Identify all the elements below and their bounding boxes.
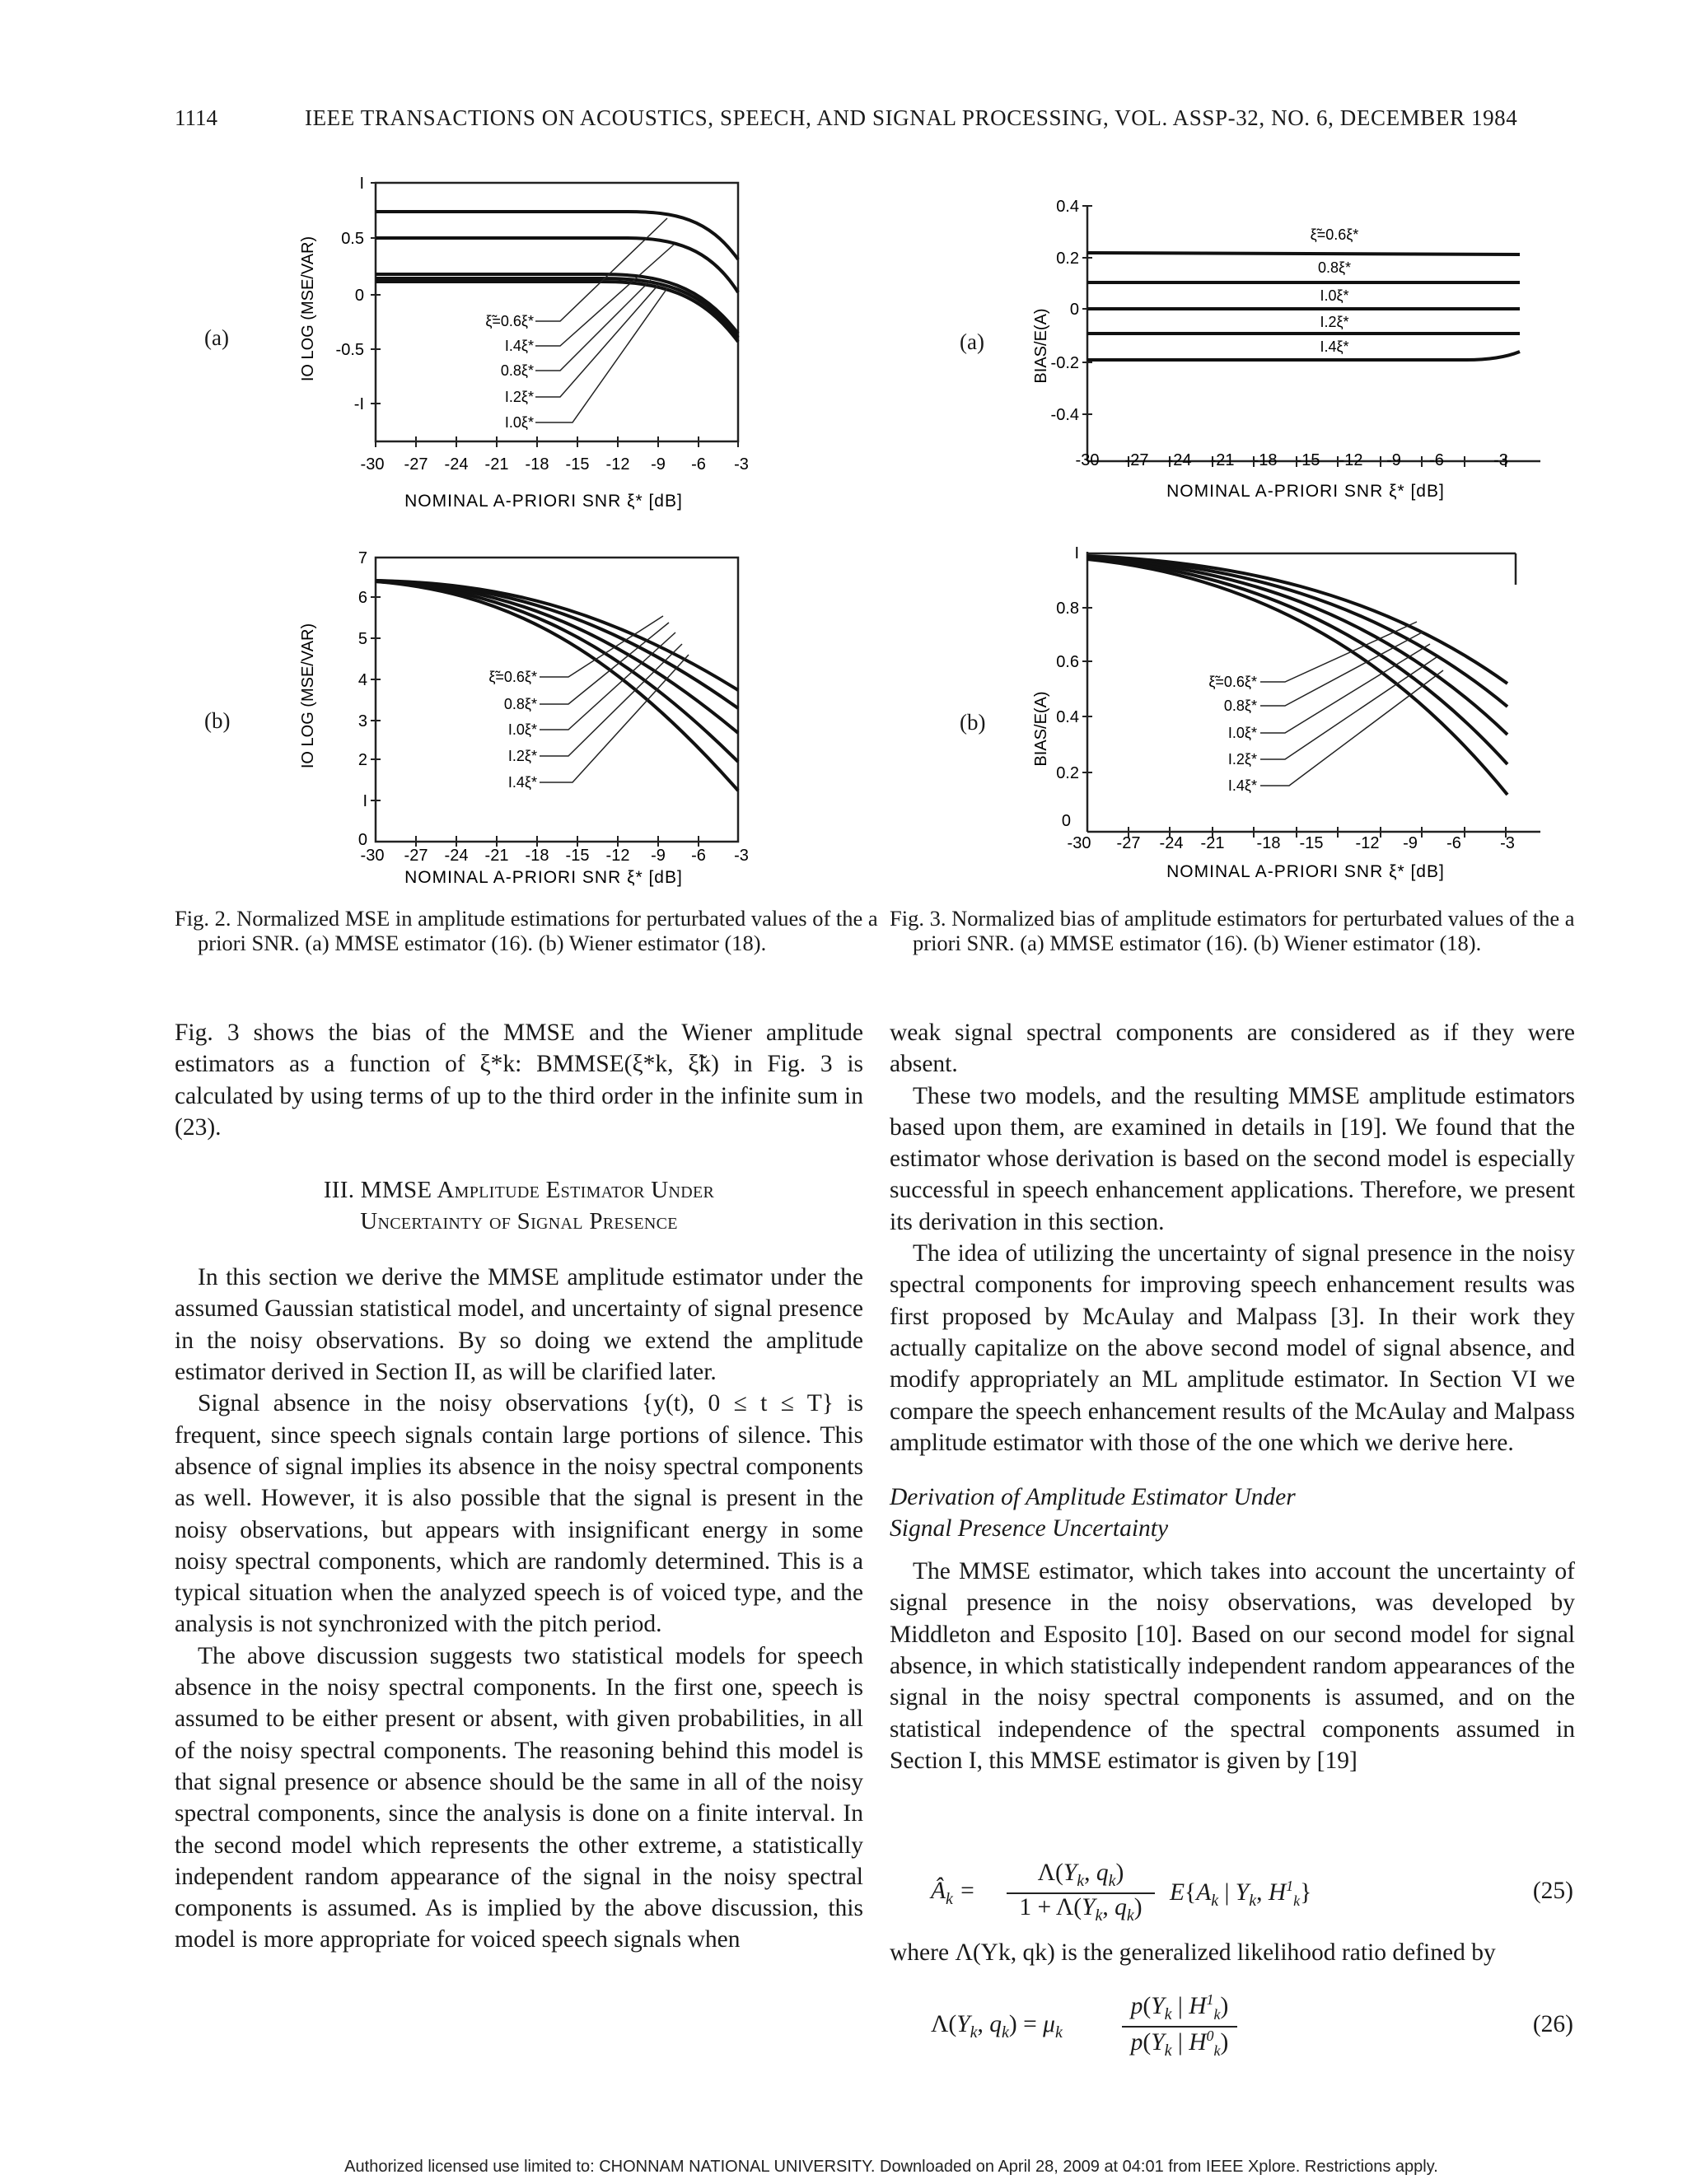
fig2a-ytick-0.5: 0.5 [341, 230, 364, 248]
fig2b-ytick: 0 [357, 831, 367, 849]
fig3-caption [890, 906, 1575, 955]
eq26-number: (26) [1532, 2011, 1573, 2037]
fig3a-xtick: -3 [1493, 451, 1508, 469]
fig2a-ytick-0: 0 [354, 287, 364, 305]
fig2b-legend: ξ̃=0.6ξ* [488, 669, 537, 685]
fig2b-xtick: -27 [404, 847, 428, 865]
fig3b-legend: I.4ξ* [1227, 777, 1257, 794]
fig2b-ytick: 4 [357, 671, 367, 689]
fig3-caption-text: Fig. 3. Normalized bias of amplitude estimators for perturbated values of the a priori SNR. (a) MMSE estimator (16). (b) Wiener estimator (18). [890, 906, 1575, 955]
fig3b-xtick: -30 [1067, 834, 1091, 852]
fig2a-xlabel: NOMINAL A-PRIORI SNR ξ* [dB] [404, 492, 683, 511]
fig2a-xtick: -15 [565, 455, 590, 474]
fig2a-legend: I.4ξ* [504, 338, 534, 354]
fig3a-xtick: -12 [1339, 451, 1363, 469]
fig3a-xtick: -15 [1296, 451, 1320, 469]
fig3a-ytick: -0.4 [1050, 406, 1079, 424]
fig3a-ytick: 0 [1069, 301, 1079, 319]
right-p3: The idea of utilizing the uncertainty of signal presence in the noisy spectral components for improving speech enhancement results was first proposed by McAulay and Malpass [3]. In their work they actually capitalize on the above second model of signal absence, and modify appropriately an ML amplitude estimator. In Section VI we compare the speech enhancement results of the McAulay and Malpass amplitude estimator with those of the one which we derive here. [890, 1240, 1575, 1456]
left-p4: The above discussion suggests two statistical models for speech absence in the noisy spectral components. In the first one, speech is assumed to be either present or absent, with given probabilities, in all of the noisy spectral components. The reasoning behind this model is that signal presence or absence should be the same in all of the noisy spectral components, since the analysis is done on a finite interval. In the second model which represents the other extreme, a statistically independent random appearance of the signal in the noisy spectral components is assumed. As is implied by the above discussion, this model is more appropriate for voiced speech signals when [175, 1642, 863, 1953]
fig2b-ytick: 7 [357, 549, 367, 567]
fig2b-ytick: I [362, 792, 367, 810]
fig3a-ytick: 0.2 [1056, 250, 1079, 268]
fig2a-legend: I.2ξ* [504, 389, 534, 405]
right-p2: These two models, and the resulting MMSE amplitude estimators based upon them, are examined in details in [19]. We found that the estimator whose derivation is based on the second model is especially successful in speech enhancement applications. Therefore, we present its derivation in this section. [890, 1082, 1575, 1235]
fig2b-legend: I.4ξ* [507, 774, 537, 791]
fig2a-xtick: -3 [734, 455, 749, 474]
fig3a-legend: I.0ξ* [1320, 287, 1349, 304]
license-footer: Authorized licensed use limited to: CHONNAM NATIONAL UNIVERSITY. Downloaded on April 28, 2009 at 04:01 from IEEE Xplore. Restrictions apply. [344, 2158, 1438, 2176]
fig3b-ytick: 0.4 [1056, 708, 1079, 726]
fig3b-ytick: 0.2 [1056, 764, 1079, 782]
fig2b-xtick: -24 [444, 847, 469, 865]
fig3a-ytick: -0.2 [1050, 354, 1079, 372]
subsection-title [890, 1482, 1575, 1544]
fig3a-xtick: -24 [1167, 451, 1192, 469]
fig3a-xlabel: NOMINAL A-PRIORI SNR ξ* [dB] [1166, 482, 1445, 501]
fig2b-ytick: 6 [357, 589, 367, 607]
fig2a-xtick: -27 [404, 455, 428, 474]
fig2a-curve-1.4 [376, 238, 738, 292]
fig3b-ytick: 0 [1061, 812, 1071, 830]
right-p5-block [890, 1937, 1575, 1968]
fig3b-xtick: -15 [1299, 834, 1324, 852]
fig2b-legend: I.0ξ* [507, 721, 537, 738]
fig2a-ytick--1: -I [353, 395, 364, 413]
fig2b-legend: I.2ξ* [507, 748, 537, 764]
fig2b-xtick: -6 [691, 847, 706, 865]
fig2a-ytick-1: I [359, 175, 364, 193]
fig3b-xtick: -3 [1500, 834, 1515, 852]
fig2a-xtick: -12 [605, 455, 630, 474]
fig3a-xtick: -21 [1210, 451, 1235, 469]
fig2a-ylabel: IO LOG (MSE/VAR) [299, 236, 317, 382]
fig2a-xtick: -6 [691, 455, 706, 474]
section-title-line1: III. MMSE Amplitude Estimator Under [323, 1177, 715, 1204]
fig3b-legend: I.2ξ* [1227, 751, 1257, 768]
fig3a-ylabel: BIAS/E(A) [1032, 308, 1050, 384]
subsection-title-line2: Signal Presence Uncertainty [890, 1515, 1169, 1542]
journal-header: IEEE TRANSACTIONS ON ACOUSTICS, SPEECH, AND SIGNAL PROCESSING, VOL. ASSP-32, NO. 6, DECEMBER 1984 [305, 105, 1518, 130]
fig2b-panel-label: (b) [204, 708, 231, 733]
right-p5: where Λ(Yk, qk) is the generalized likelihood ratio defined by [890, 1939, 1496, 1966]
fig2-caption-text: Fig. 2. Normalized MSE in amplitude estimations for perturbated values of the a priori SNR. (a) MMSE estimator (16). (b) Wiener estimator (18). [175, 906, 878, 955]
left-column [175, 1017, 863, 1956]
fig3a-plot [1021, 185, 1549, 523]
fig2b-xtick: -15 [565, 847, 590, 865]
fig3a-curve-1.4 [1087, 352, 1520, 360]
left-p3: Signal absence in the noisy observations {y(t), 0 ≤ t ≤ T} is frequent, since speech signals contain large portions of silence. This absence of signal implies its absence in the noisy spectral components as well. However, it is also possible that the signal is present in the noisy observations, but appears with insignificant energy in some noisy spectral components, which are randomly determined. This is a typical situation when the analyzed speech is of voiced type, and the analysis is not synchronized with the pitch period. [175, 1390, 863, 1638]
fig3a-xtick: -9 [1386, 451, 1401, 469]
fig2b-ytick: 3 [357, 712, 367, 730]
fig3b-xtick: -18 [1256, 834, 1281, 852]
fig2b-xtick: -3 [734, 847, 749, 865]
fig3a-curve-0.6 [1087, 253, 1520, 254]
fig3b-xtick: -24 [1159, 834, 1184, 852]
equation-26: $\Lambda(Y_k$, $q_k) = \mu_k$ $p(Y_k$ | $H^1_k$) $p(Y_k$ | $H^0_k$) (26) [931, 1991, 1573, 2060]
fig3b-curve-1.4 [1087, 559, 1507, 795]
left-p2: In this section we derive the MMSE amplitude estimator under the assumed Gaussian statistical model, and uncertainty of signal presence in the noisy observations. By so doing we extend the amplitude estimator derived in Section II, as will be clarified later. [175, 1264, 863, 1386]
fig2a-xtick: -18 [525, 455, 549, 474]
right-p1: weak signal spectral components are considered as if they were absent. [890, 1020, 1575, 1078]
fig2b-xtick: -9 [651, 847, 666, 865]
fig3a-xtick: -6 [1429, 451, 1444, 469]
fig2a-xtick: -24 [444, 455, 469, 474]
fig3b-legend: ξ̃=0.6ξ* [1208, 674, 1257, 690]
fig2a-xtick: -30 [360, 455, 385, 474]
fig3b-xtick: -12 [1355, 834, 1380, 852]
right-p4: The MMSE estimator, which takes into account the uncertainty of signal presence in the noisy observations, was developed by Middleton and Esposito [10]. Based on our second model for signal absence, in which statistically independent random appearances of the signal in the noisy spectral components is assumed, and on the statistical independence of the spectral components assumed in Section I, this MMSE estimator is given by [19] [890, 1558, 1575, 1774]
fig2a-legend: 0.8ξ* [500, 362, 534, 379]
fig3a-legend: I.2ξ* [1320, 314, 1349, 330]
fig2b-ytick: 5 [357, 630, 367, 648]
subsection-title-line1: Derivation of Amplitude Estimator Under [890, 1484, 1296, 1511]
section-title [175, 1174, 863, 1237]
fig3b-curve-0.8 [1087, 557, 1507, 707]
fig3a-legend: I.4ξ* [1320, 338, 1349, 355]
fig3a-xtick: -30 [1075, 451, 1100, 469]
fig3b-xlabel: NOMINAL A-PRIORI SNR ξ* [dB] [1166, 862, 1445, 881]
fig2a-panel-label: (a) [204, 325, 229, 350]
fig3b-xtick: -27 [1116, 834, 1141, 852]
fig3b-xtick: -9 [1403, 834, 1418, 852]
fig2b-xlabel: NOMINAL A-PRIORI SNR ξ* [dB] [404, 868, 683, 887]
fig2a-xtick: -9 [651, 455, 666, 474]
fig3a-xtick: -27 [1124, 451, 1149, 469]
fig2b-legend: 0.8ξ* [503, 696, 537, 712]
page-number: 1114 [175, 105, 217, 130]
fig3b-ytick: I [1074, 544, 1079, 562]
fig3b-plot [1021, 544, 1549, 889]
fig2b-xtick: -18 [525, 847, 549, 865]
right-column [890, 1017, 1575, 1776]
fig2a-legend: ξ̃=0.6ξ* [485, 313, 534, 329]
fig3b-panel-label: (b) [960, 710, 986, 735]
fig3b-ylabel: BIAS/E(A) [1032, 691, 1050, 767]
fig3b-ytick: 0.6 [1056, 653, 1079, 671]
fig2b-ylabel: IO LOG (MSE/VAR) [299, 623, 317, 769]
equation-25: $Â_k$ = $\Lambda(Y_k$, $q_k$) $1 + \Lambda(Y_k$, $q_k$) $E\{A_k$ | $Y_k$, $H^1_k$} (25) [931, 1860, 1573, 1925]
fig2a-legend: I.0ξ* [504, 414, 534, 431]
fig2b-xtick: -12 [605, 847, 630, 865]
fig3b-legend: I.0ξ* [1227, 725, 1257, 741]
fig3a-ytick: 0.4 [1056, 198, 1079, 216]
left-p1: Fig. 3 shows the bias of the MMSE and the Wiener amplitude estimators as a function of ξ*k: BMMSE(ξ*k, ξ̃k) in Fig. 3 is calculated by using terms of up to the third order in the infinite sum in (23). [175, 1020, 863, 1141]
fig2-caption [175, 906, 885, 955]
fig2b-xtick: -30 [360, 847, 385, 865]
fig2b-ytick: 2 [357, 751, 367, 769]
fig3b-xtick: -21 [1200, 834, 1225, 852]
fig2a-ytick--0.5: -0.5 [335, 341, 364, 359]
fig3b-legend: 0.8ξ* [1223, 698, 1257, 714]
fig2b-xtick: -21 [484, 847, 509, 865]
fig2b-plot [288, 544, 832, 889]
fig2a-xtick: -21 [484, 455, 509, 474]
section-title-line2: Uncertainty of Signal Presence [360, 1208, 678, 1235]
fig3a-legend: 0.8ξ* [1317, 259, 1352, 276]
fig3b-ytick: 0.8 [1056, 600, 1079, 618]
fig2a-plot [288, 169, 832, 523]
fig3b-xtick: -6 [1446, 834, 1461, 852]
fig3a-panel-label: (a) [960, 329, 984, 354]
fig3a-legend: ξ̃=0.6ξ* [1310, 226, 1359, 243]
eq25-number: (25) [1532, 1878, 1573, 1904]
fig3a-xtick: -18 [1253, 451, 1278, 469]
fig2a-curve-0.6 [376, 212, 738, 259]
